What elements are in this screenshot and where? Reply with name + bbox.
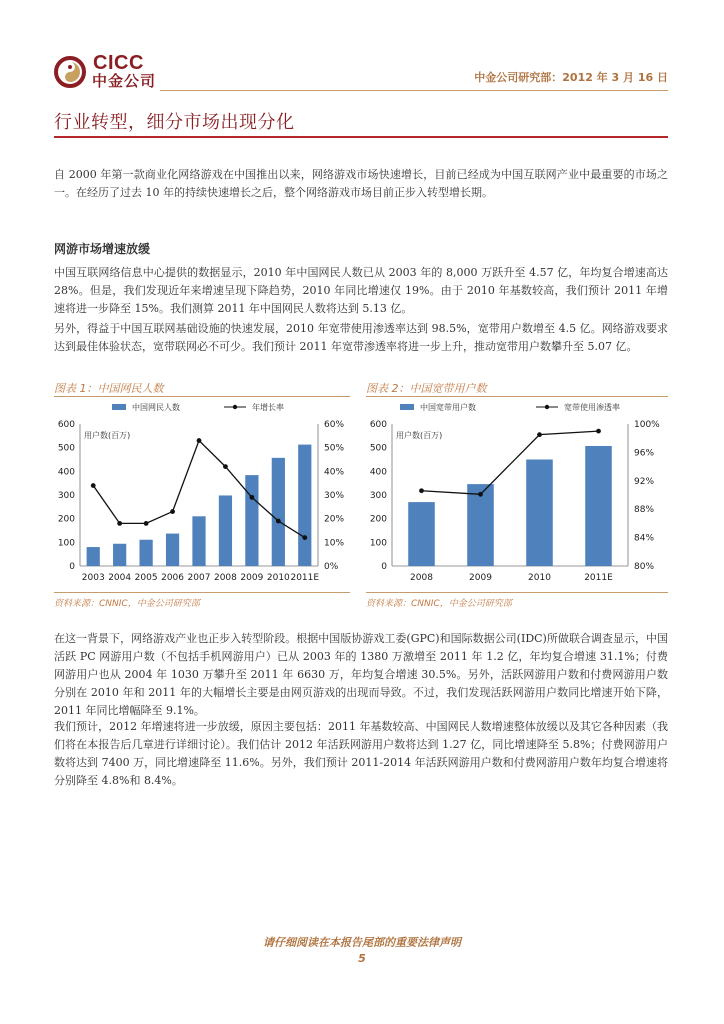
figure-1-title: 图表 1：中国网民人数 — [54, 382, 164, 395]
line-point — [197, 438, 202, 443]
paragraph-4: 我们预计，2012 年增速将进一步放缓，原因主要包括：2011 年基数较高、中国网民人数增速整体放缓以及其它各种因素（我们将在本报告后几章进行详细讨论）。我们估计 2012 年活跃网游用户数将达到 1.27 亿，同比增速降至 5.8%；付费网游用户数将达到 7400 万，同比增速降至 11.6%。另外，我们预计 2011-2014 年活跃网游用户数和付费网游用户数年均复合增速将分别降至 4.8%和 8.4%。 — [54, 720, 668, 787]
legend-line-label: 宽带使用渗透率 — [564, 403, 620, 412]
y-tick-label: 400 — [57, 467, 75, 478]
x-tick-label: 2010 — [528, 573, 551, 583]
x-tick-label: 2006 — [161, 573, 185, 583]
y-axis-label: 用户数(百万) — [84, 431, 131, 440]
y-tick-label: 500 — [369, 443, 387, 454]
line-point — [91, 483, 96, 488]
y2-tick-label: 96% — [634, 448, 655, 459]
bar — [408, 502, 435, 566]
cicc-logo-icon — [54, 56, 86, 88]
y-tick-label: 500 — [57, 443, 75, 454]
x-tick-label: 2011E — [290, 573, 320, 583]
y2-tick-label: 20% — [324, 514, 345, 525]
bar — [526, 460, 553, 567]
legend-bar-label: 中国宽带用户数 — [420, 403, 476, 412]
y-tick-label: 200 — [369, 514, 387, 525]
y-tick-label: 400 — [369, 467, 387, 478]
y2-tick-label: 92% — [634, 476, 655, 487]
y2-tick-label: 40% — [324, 467, 345, 478]
y2-tick-label: 50% — [324, 443, 345, 454]
internet-users-chart — [54, 398, 350, 590]
y-tick-label: 200 — [57, 514, 75, 525]
bar — [585, 446, 612, 566]
y2-tick-label: 0% — [324, 562, 339, 572]
header-divider — [160, 90, 668, 91]
paragraph-3: 在这一背景下，网络游戏产业也正步入转型阶段。根据中国版协游戏工委(GPC)和国际数据公司(IDC)所做联合调查显示，中国活跃 PC 网游用户数（不包括手机网游用户）已从 2003 年的 1380 万激增至 2011 年 1.2 亿，年均复合增速 31.1%；付费网游用户也从 2004 年 1030 万攀升至 2011 年 6630 万，年均复合增速 30.5%。另外，活跃网游用户数和付费网游用户数分别在 2010 年和 2011 年的大幅增长主要是由网页游戏的出现而导致。不过，我们发现活跃网游用户数同比增速开始下降，2011 年同比增幅降至 9.1%。 — [54, 632, 668, 717]
y-tick-label: 0 — [69, 562, 75, 572]
x-tick-label: 2009 — [469, 573, 492, 583]
y2-tick-label: 60% — [324, 420, 345, 430]
x-tick-label: 2009 — [240, 573, 264, 583]
figure-2-source-divider — [366, 592, 668, 593]
header-date: 中金公司研究部：2012 年 3 月 16 日 — [474, 71, 668, 84]
y2-tick-label: 80% — [634, 562, 655, 572]
bar — [272, 458, 285, 566]
section-title-divider — [54, 136, 668, 138]
x-tick-label: 2008 — [213, 573, 237, 583]
line-point — [117, 521, 122, 526]
line-point — [276, 519, 281, 524]
section-title: 行业转型，细分市场出现分化 — [54, 112, 295, 133]
legend-line-label: 年增长率 — [252, 403, 284, 412]
paragraph-2: 另外，得益于中国互联网基础设施的快速发展，2010 年宽带使用渗透率达到 98.5%，宽带用户数增至 4.5 亿。网络游戏要求达到最佳体验状态，宽带联网必不可少。我们预计 2011 年宽带渗透率将进一步上升，推动宽带用户数攀升至 5.07 亿。 — [54, 322, 668, 353]
brand-name-cn: 中金公司 — [92, 72, 157, 90]
y-tick-label: 300 — [369, 491, 387, 501]
line-point — [170, 509, 175, 514]
y-tick-label: 600 — [57, 420, 75, 430]
legend-line-marker — [545, 405, 549, 409]
bar — [192, 516, 205, 566]
line-point — [596, 429, 601, 434]
line-point — [302, 535, 307, 540]
x-tick-label: 2004 — [108, 573, 132, 583]
x-tick-label: 2011E — [584, 573, 613, 583]
legend-bar-swatch — [112, 404, 126, 410]
series-line — [422, 431, 599, 494]
footer-legal-note: 请仔细阅读在本报告尾部的重要法律声明 — [263, 936, 461, 949]
bar — [298, 445, 311, 566]
y-tick-label: 0 — [381, 562, 387, 572]
y-tick-label: 600 — [369, 420, 387, 430]
line-point — [419, 488, 424, 493]
y2-tick-label: 10% — [324, 538, 345, 549]
y-tick-label: 100 — [57, 538, 75, 549]
subheading: 网游市场增速放缓 — [54, 242, 151, 256]
x-tick-label: 2003 — [81, 573, 105, 583]
figure-1-source-divider — [54, 592, 350, 593]
figure-2-source: 资料来源：CNNIC，中金公司研究部 — [366, 599, 512, 609]
y-axis-label: 用户数(百万) — [396, 431, 443, 440]
y-tick-label: 100 — [369, 538, 387, 549]
y2-tick-label: 100% — [634, 420, 660, 430]
x-tick-label: 2007 — [187, 573, 211, 583]
bar — [140, 540, 153, 566]
figure-2-divider — [366, 396, 668, 397]
legend-bar-swatch — [400, 404, 414, 410]
x-tick-label: 2005 — [134, 573, 158, 583]
line-point — [478, 492, 483, 497]
broadband-users-chart — [366, 398, 668, 590]
x-tick-label: 2008 — [410, 573, 433, 583]
brand-name-en: CICC — [93, 52, 144, 74]
bar — [87, 547, 100, 566]
intro-paragraph: 自 2000 年第一款商业化网络游戏在中国推出以来，网络游戏市场快速增长，目前已经成为中国互联网产业中最重要的市场之一。在经历了过去 10 年的持续快速增长之后，整个网络游戏市场目前正步入转型增长期。 — [54, 168, 668, 199]
y2-tick-label: 30% — [324, 491, 345, 501]
bar — [245, 475, 258, 566]
x-tick-label: 2010 — [266, 573, 290, 583]
line-point — [144, 521, 149, 526]
y2-tick-label: 88% — [634, 505, 655, 516]
bar — [166, 534, 179, 566]
figure-1-source: 资料来源：CNNIC，中金公司研究部 — [54, 599, 200, 609]
page-number: 5 — [358, 952, 366, 965]
figure-1-divider — [54, 396, 350, 397]
bar — [219, 495, 232, 566]
y2-tick-label: 84% — [634, 533, 655, 544]
legend-line-marker — [233, 405, 237, 409]
line-point — [537, 432, 542, 437]
paragraph-1: 中国互联网络信息中心提供的数据显示，2010 年中国网民人数已从 2003 年的 8,000 万跃升至 4.57 亿，年均复合增速高达 28%。但是，我们发现近年来增速呈现下降趋势，2010 年同比增速仅 19%。由于 2010 年基数较高，我们预计 2011 年增速将进一步降至 15%。我们测算 2011 年中国网民人数将达到 5.13 亿。 — [54, 266, 668, 315]
y-tick-label: 300 — [57, 491, 75, 501]
line-point — [249, 495, 254, 500]
bar — [113, 544, 126, 566]
legend-bar-label: 中国网民人数 — [132, 403, 180, 412]
line-point — [223, 464, 228, 469]
figure-2-title: 图表 2：中国宽带用户数 — [366, 382, 487, 395]
